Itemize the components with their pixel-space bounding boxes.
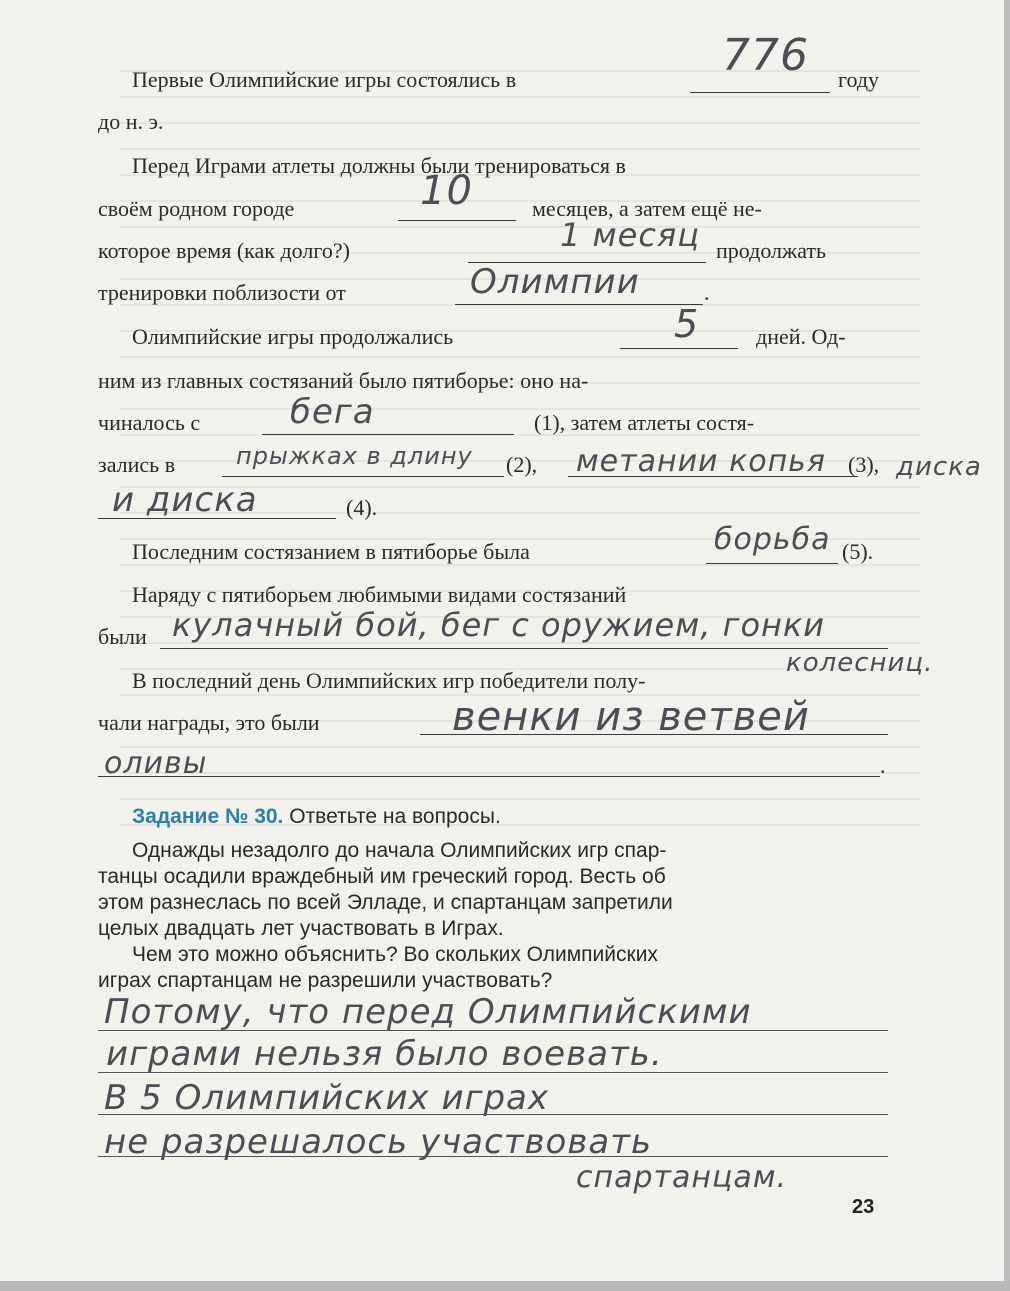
answer-blank[interactable] [706,563,838,564]
text-line: до н. э. [98,109,164,134]
text-line: которое время (как долго?) [98,238,350,263]
answer-blank[interactable] [620,348,738,349]
handwritten-answer-line-4: не разрешалось участвовать [104,1122,653,1162]
handwritten-event-4: и диска [112,480,258,520]
task-text-line: танцы осадили враждебный им греческий город. Весть об [98,865,666,888]
handwritten-answer-line-5: спартанцам. [576,1160,787,1195]
handwritten-answer-line-3: В 5 Олимпийских играх [104,1078,549,1118]
task-text-line: играх спартанцам не разрешили участвовать? [98,969,553,992]
text-line: зались в [98,452,176,477]
task-text-line: целых двадцать лет участвовать в Играх. [98,917,504,940]
text-line: . [880,753,886,778]
handwritten-favorites: кулачный бой, бег с оружием, гонки [172,606,826,644]
handwritten-days: 5 [674,302,700,346]
text-line: Перед Играми атлеты должны были тренироваться в [132,153,626,178]
task-text-line: Чем это можно объяснить? Во скольких Олимпийских [132,943,658,966]
answer-blank[interactable] [98,776,880,777]
text-line: своём родном городе [98,196,295,221]
text-line: продолжать [716,238,827,263]
answer-blank[interactable] [262,434,514,435]
text-line: тренировки поблизости от [98,280,346,305]
text-line: В последний день Олимпийских игр победители полу- [132,668,646,693]
text-line: чиналось с [98,410,201,435]
text-line: Последним состязанием в пятиборье была [132,539,530,564]
text-line: дней. Од- [756,324,846,349]
handwritten-year: 776 [722,30,809,81]
task-heading: Задание № 30. Ответьте на вопросы. [132,805,501,828]
text-line: Олимпийские игры продолжались [132,324,454,349]
handwritten-event-2: прыжках в длину [236,442,473,470]
page-edge [0,1281,1010,1291]
handwritten-duration: 1 месяц [560,216,700,254]
handwritten-awards: венки из ветвей [452,694,810,740]
task-number: Задание № 30. [132,805,284,828]
text-line: (5). [842,539,874,564]
task-text-line: этом разнеслась по всей Элладе, и спартанцам запретили [98,891,673,914]
text-line: ним из главных состязаний было пятиборье: оно на- [98,368,589,393]
text-line: (1), затем атлеты состя- [534,410,755,435]
answer-blank[interactable] [690,92,830,93]
answer-blank[interactable] [222,476,504,477]
text-line: месяцев, а затем ещё не- [532,196,762,221]
handwritten-favorites-cont: колесниц. [786,648,934,678]
text-line: Наряду с пятиборьем любимыми видами состязаний [132,582,627,607]
handwritten-answer-line-1: Потому, что перед Олимпийскими [104,992,752,1032]
text-line: чали награды, это были [98,710,320,735]
page-number: 23 [852,1196,875,1218]
text-line: (2), [506,452,538,477]
answer-blank[interactable] [160,648,888,649]
answer-blank[interactable] [455,304,703,305]
handwritten-event-1: бега [290,392,375,432]
answer-blank[interactable] [398,220,516,221]
text-line: . [704,280,710,305]
handwritten-answer-line-2: играми нельзя было воевать. [106,1034,663,1074]
handwritten-awards-cont: оливы [104,746,208,781]
handwritten-margin-note: диска [896,452,982,482]
handwritten-months: 10 [420,168,473,214]
text-line: году [838,67,880,92]
task-text-line: Однажды незадолго до начала Олимпийских игр спар- [132,839,667,862]
text-line: (4). [346,495,378,520]
text-line: были [98,624,147,649]
text-line: (3), [848,452,880,477]
handwritten-event-5: борьба [714,522,831,557]
handwritten-place: Олимпии [470,262,640,302]
text-line: Первые Олимпийские игры состоялись в [132,67,517,92]
handwritten-event-3: метании копья [576,444,826,479]
